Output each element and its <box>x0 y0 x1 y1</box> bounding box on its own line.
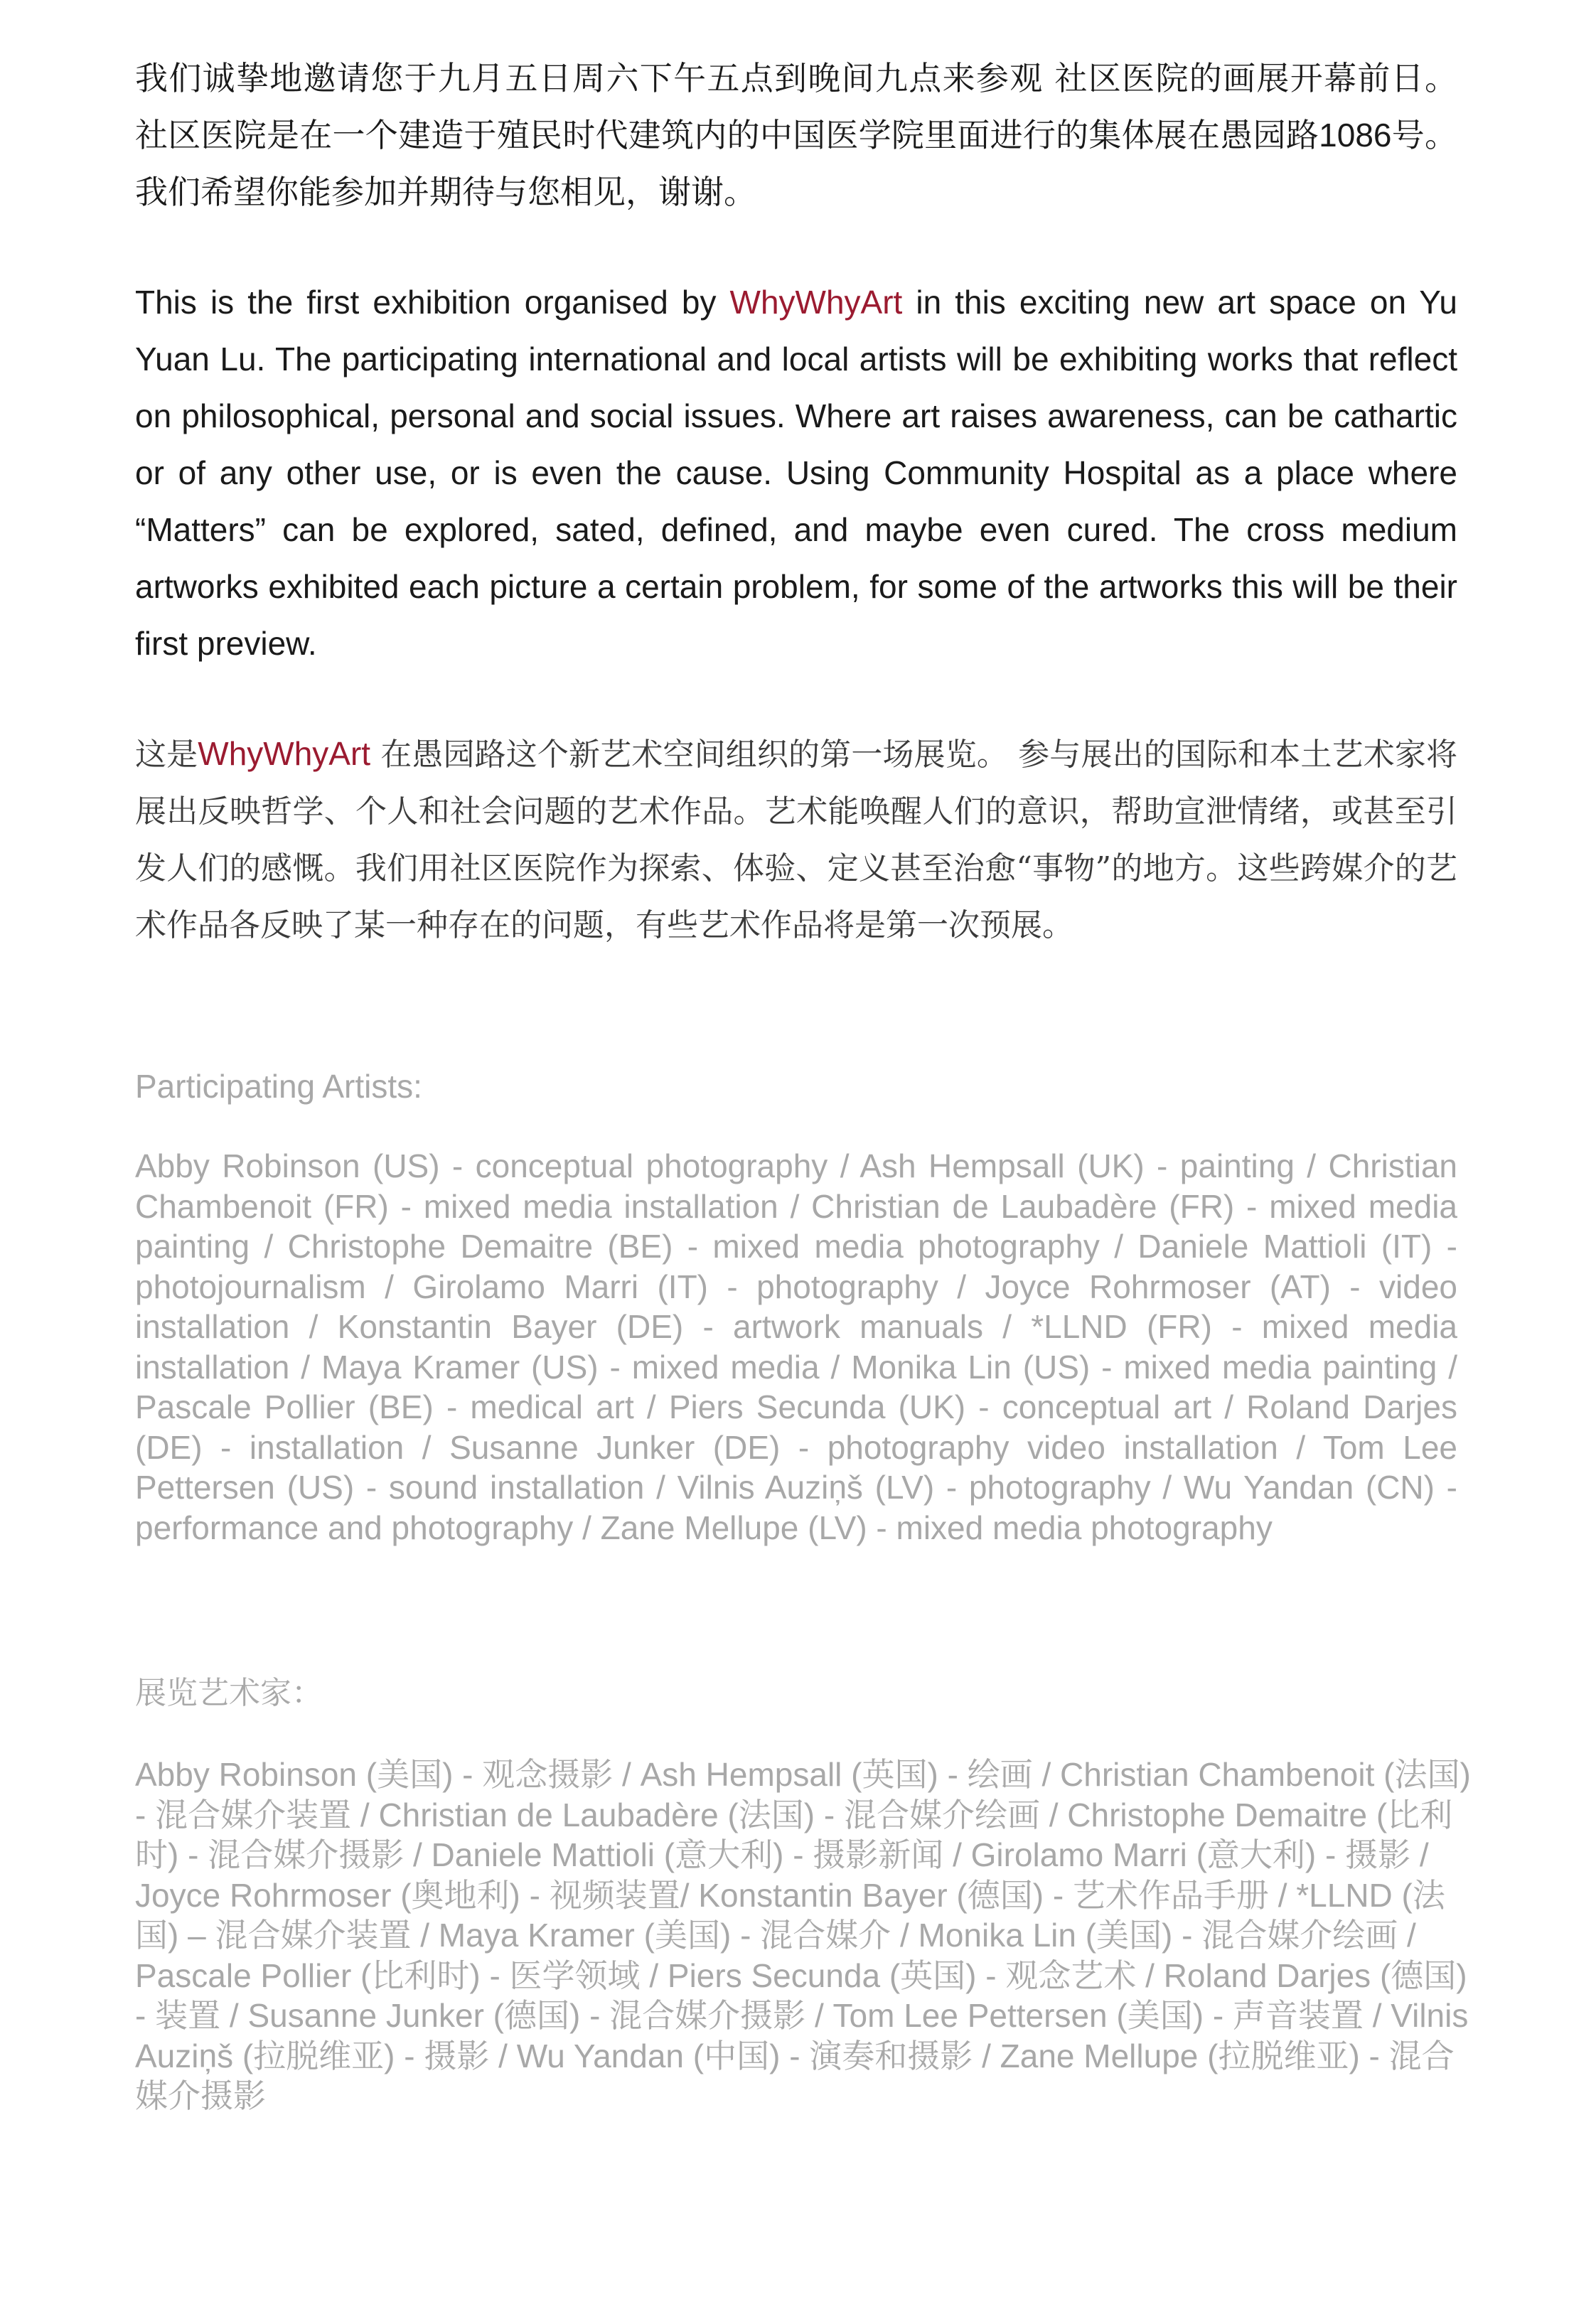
chinese-intro-paragraph <box>135 725 1457 954</box>
chinese-intro-body: 在愚园路这个新艺术空间组织的第一场展览。 参与展出的国际和本土艺术家将展出反映哲学、个人和社会问题的艺术作品。艺术能唤醒人们的意识，帮助宣泄情绪，或甚至引发人们的感慨。我们用社区医院作为探索、体验、定义甚至治愈“事物”的地方。这些跨媒介的艺术作品各反映了某一种存在的问题，有些艺术作品将是第一次预展。 <box>135 737 1457 943</box>
english-intro-paragraph <box>135 274 1457 672</box>
chinese-invitation-paragraph <box>135 50 1457 220</box>
invitation-text-part1: 我们诚挚地邀请您于九月五日周六下午五点到晚间九点来参观 社区医院的画展开幕前日。 社区医院是在一个建造于殖民时代建筑内的中国医学院里面进行的集体展在愚园路 <box>135 59 1457 154</box>
brand-link-whywhyart-cn[interactable]: WhyWhyArt <box>198 735 371 772</box>
english-intro-lead: This is the first exhibition organised by <box>135 284 730 321</box>
participating-artists-list: Abby Robinson (US) - conceptual photography / Ash Hempsall (UK) - painting / Christian Chambenoit (FR) - mixed media installation / Christian de Laubadère (FR) - mixed media painting / Christophe Demaitre (BE) - mixed media photography / Daniele Mattioli (IT) - photojournalism / Girolamo Marri (IT) - photography / Joyce Rohrmoser (AT) - video installation / Konstantin Bayer (DE) - artwork manuals / *LLND (FR) - mixed media installation / Maya Kramer (US) - mixed media / Monika Lin (US) - mixed media painting / Pascale Pollier (BE) - medical art / Piers Secunda (UK) - conceptual art / Roland Darjes (DE) - installation / Susanne Junker (DE) - photography video installation / Tom Lee Pettersen (US) - sound installation / Vilnis Auziņš (LV) - photography / Wu Yandan (CN) - performance and photography / Zane Mellupe (LV) - mixed media photography <box>135 1147 1457 1546</box>
address-number: 1086 <box>1319 117 1392 154</box>
chinese-intro-lead: 这是 <box>135 737 198 773</box>
invitation-text-part2: 号。 我们希望你能参加并期待与您相见，谢谢。 <box>135 116 1458 211</box>
chinese-artists-list: Abby Robinson (美国) - 观念摄影 / Ash Hempsall (英国) - 绘画 / Christian Chambenoit (法国) - 混合媒介装置 / Christian de Laubadère (法国) - 混合媒介绘画 / Christophe Demaitre (比利时) - 混合媒介摄影 / Daniele Mattioli (意大利) - 摄影新闻 / Girolamo Marri (意大利) - 摄影 / Joyce Rohrmoser (奥地利) - 视频装置/ Konstantin Bayer (德国) - 艺术作品手册 / *LLND (法国) – 混合媒介装置 / Maya Kramer (美国) - 混合媒介 / Monika Lin (美国) - 混合媒介绘画 / Pascale Pollier (比利时) - 医学领域 / Piers Secunda (英国) - 观念艺术 / Roland Darjes (德国) - 装置 / Susanne Junker (德国) - 混合媒介摄影 / Tom Lee Pettersen (美国) - 声音装置 / Vilnis Auziņš (拉脱维亚) - 摄影 / Wu Yandan (中国) - 演奏和摄影 / Zane Mellupe (拉脱维亚) - 混合媒介摄影 <box>135 1756 1471 2114</box>
english-intro-body: in this exciting new art space on Yu Yuan Lu. The participating international and local artists will be exhibiting works that reflect on philosophical, personal and social issues. Where art raises awareness, can be cathartic or of any other use, or is even the cause. Using Community Hospital as a place where “Matters” can be explored, sated, defined, and maybe even cured. The cross medium artworks exhibited each picture a certain problem, for some of the artworks this will be their first preview. <box>135 284 1457 662</box>
chinese-artists-heading: 展览艺术家： <box>135 1675 323 1711</box>
exhibition-announcement <box>135 50 1471 2116</box>
participating-artists-heading: Participating Artists: <box>135 1068 422 1105</box>
brand-link-whywhyart[interactable]: WhyWhyArt <box>729 284 903 321</box>
